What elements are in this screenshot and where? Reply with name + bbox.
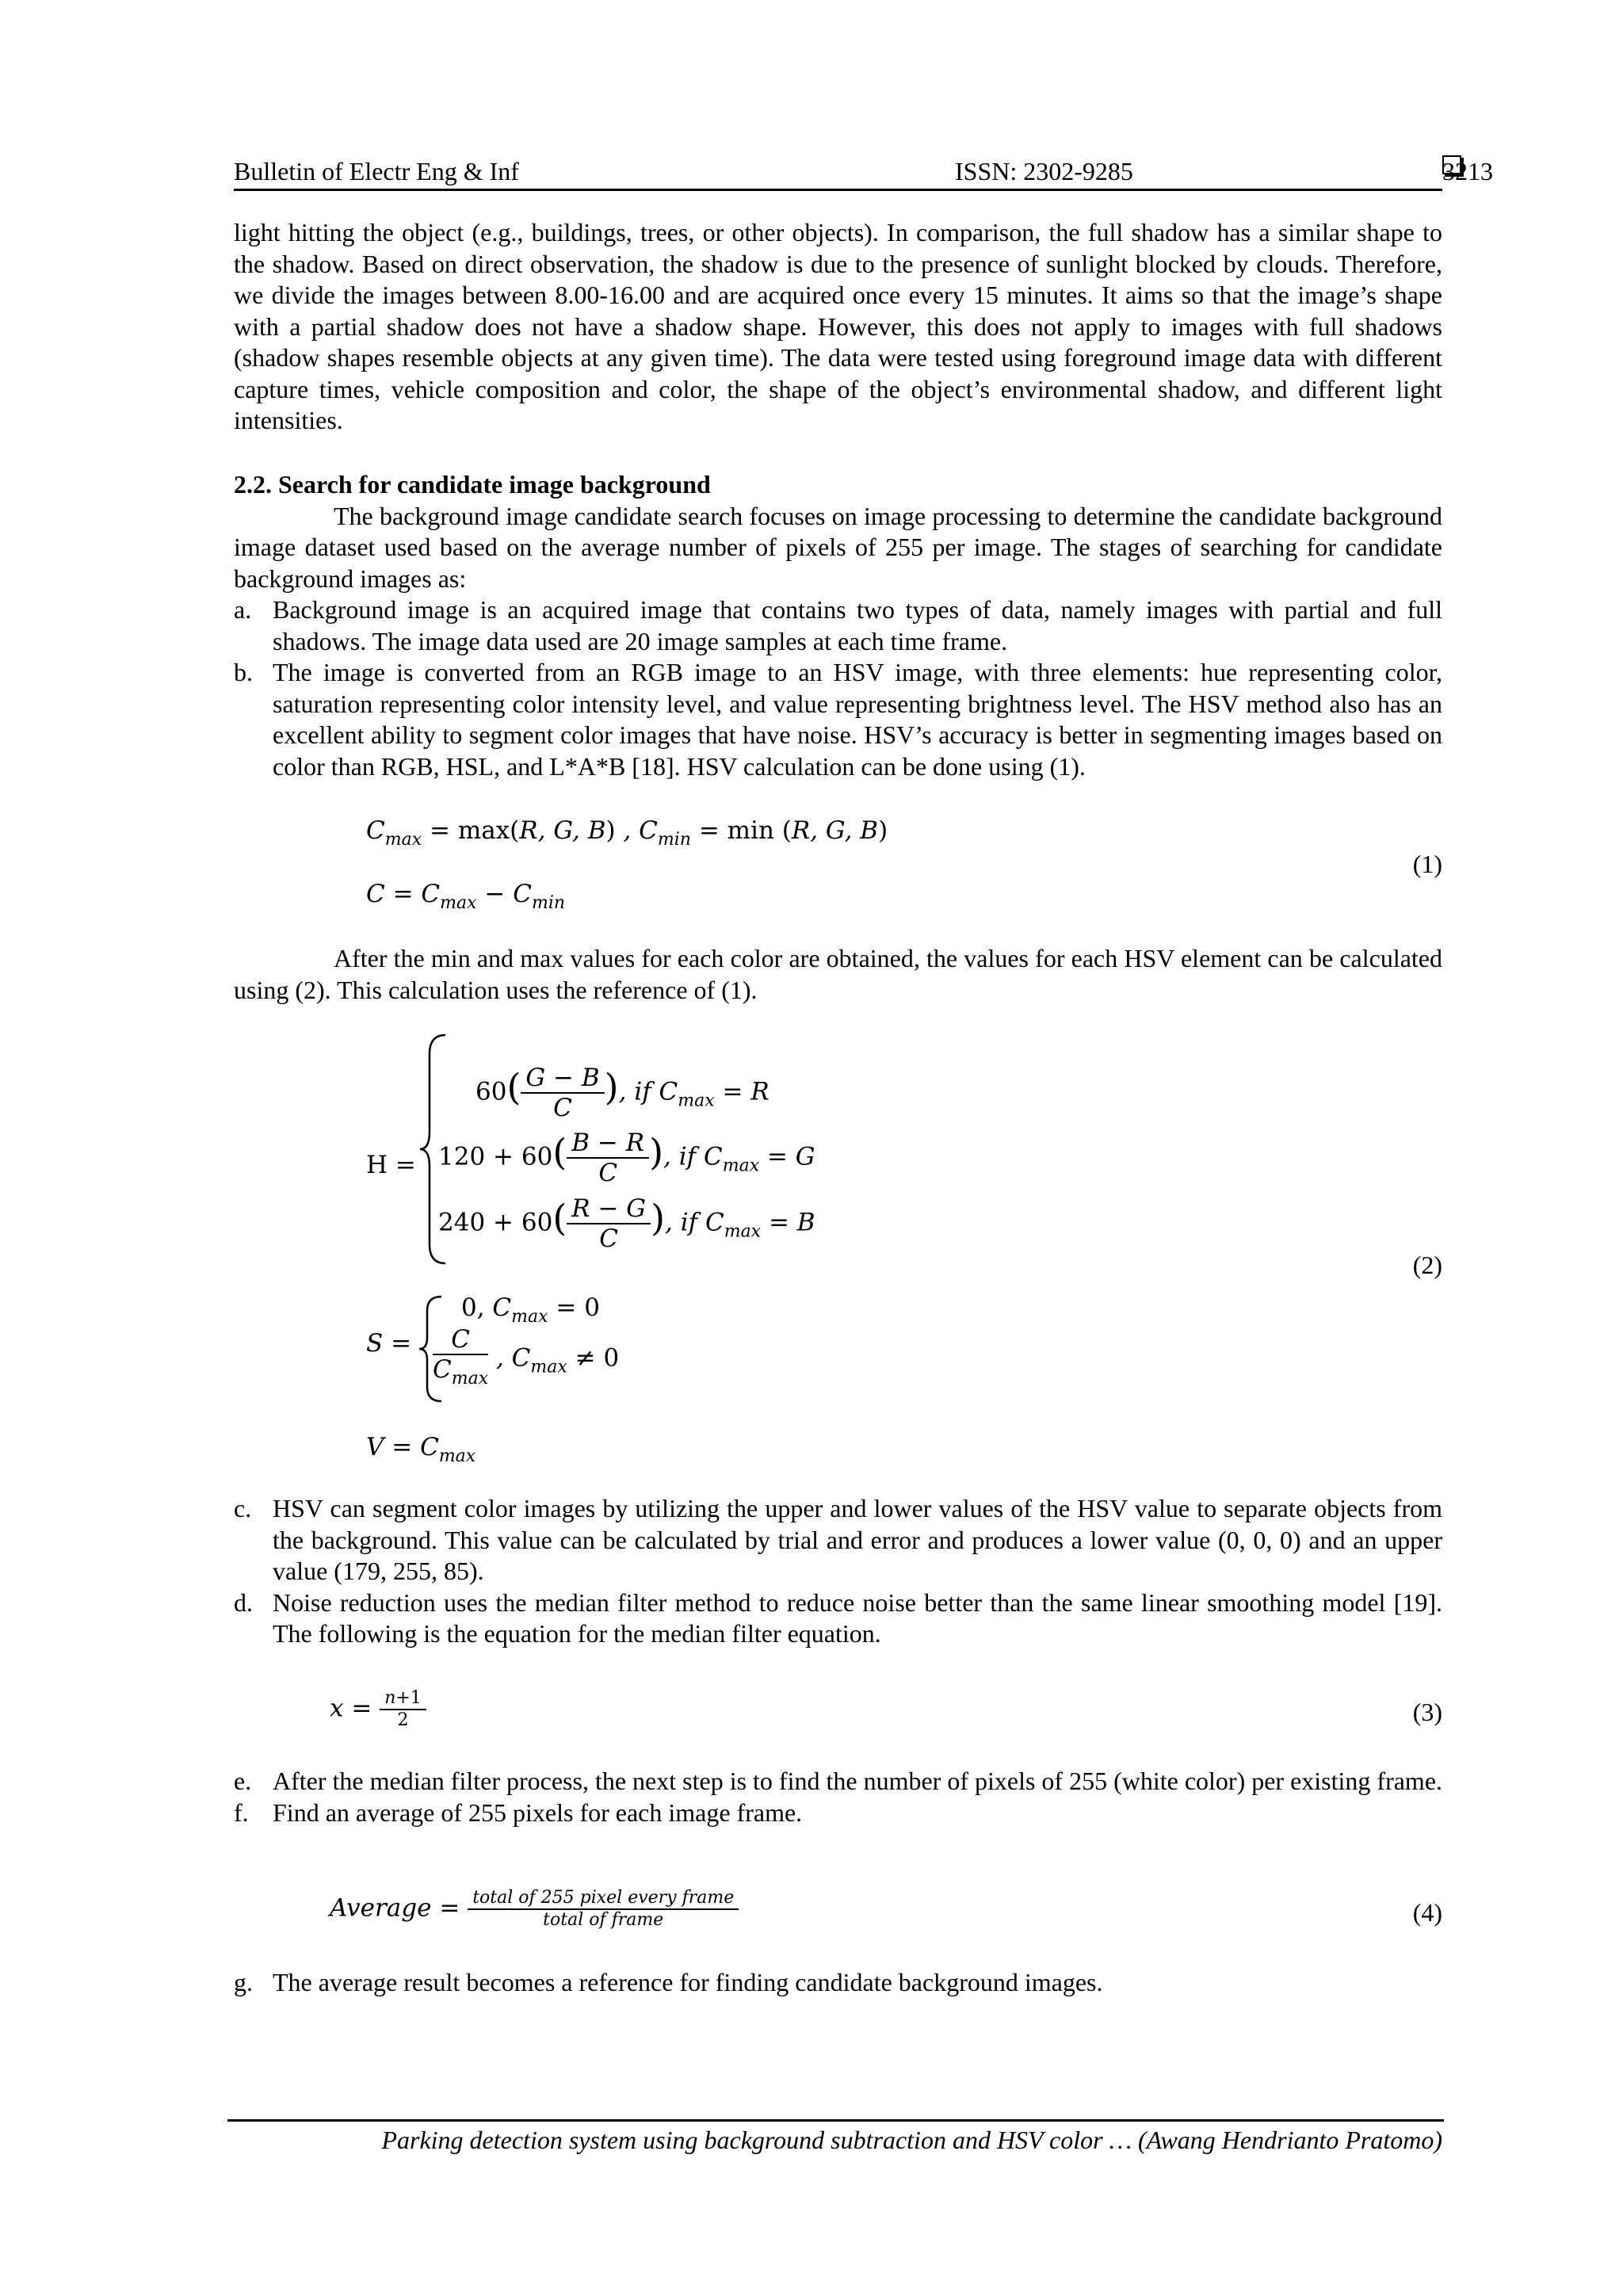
equation-4-number: (4): [1412, 1898, 1442, 1927]
list-e-f-block: [234, 1766, 1442, 1828]
list-item: g. The average result becomes a reference for finding candidate background images.: [234, 1968, 1103, 1996]
equation-2-v: $V = C_{max}$: [366, 1433, 476, 1466]
running-footer: Parking detection system using background subtraction and HSV color … (Awang Hendrianto Pratomo): [381, 2126, 1442, 2154]
equation-2-s-case2: $\frac{C}{C_{max}}$ , $C_{max} \ne 0$: [433, 1325, 620, 1389]
issn: ISSN: 2302-9285: [955, 157, 1133, 185]
after-eq1-block: [234, 943, 1442, 1006]
list-item: d. Noise reduction uses the median filter method to reduce noise better than the same linear smoothing model [19]. The following is the equation for the median filter equation.: [234, 1587, 1442, 1648]
journal-name: Bulletin of Electr Eng & Inf: [234, 157, 519, 185]
section-paragraph: The background image candidate search focuses on image processing to determine the candidate background image dataset used based on the average number of pixels of 255 per image. The stages of searching for candidate background images as:: [234, 501, 1442, 593]
equation-1-number: (1): [1412, 850, 1442, 878]
equation-3: x = $\frac{n+1}{2}$: [330, 1688, 426, 1731]
equation-1-line1: $C_{max} = \max(R$, G, B) , $C_{min} = \min (R$, G, B): [366, 816, 888, 850]
list-g-block: [234, 1967, 1442, 1999]
equation-2-h-case2: 120 + 60( $\frac{B - R}{C}$ ), if $C_{max} = G$: [438, 1129, 815, 1187]
equation-2-s-label: S =: [366, 1329, 412, 1358]
section-2-2: [234, 469, 1442, 782]
equation-3-number: (3): [1412, 1698, 1442, 1726]
list-item: a. Background image is an acquired image that contains two types of data, namely images with partial and full shadows. The image data used are 20 image samples at each time frame.: [234, 595, 1442, 655]
list-item: f. Find an average of 255 pixels for each image frame.: [234, 1797, 803, 1827]
equation-1-line2: $C = C_{max} - C_{min}$: [366, 880, 566, 913]
list-item: c. HSV can segment color images by utilizing the upper and lower values of the HSV value to separate objects from the background. This value can be calculated by trial and error and produces a lower value (0, 0, 0) and an upper value (179, 255, 85).: [234, 1494, 1442, 1585]
intro-paragraph: light hitting the object (e.g., buildings, trees, or other objects). In comparison, the full shadow has a similar shape to the shadow. Based on direct observation, the shadow is due to the presence of sunlight blocked by clouds. Therefore, we divide the images between 8.00-16.00 and are acquired once every 15 minutes. It aims so that the image’s shape with a partial shadow does not have a shadow shape. However, this does not apply to images with full shadows (shadow shapes resemble objects at any given time). The data were tested using foreground image data with different capture times, vehicle composition and color, the shape of the object’s environmental shadow, and different light intensities.: [234, 218, 1442, 434]
running-header: Bulletin of Electr Eng & Inf ISSN: 2302-9285 3213: [234, 155, 1442, 191]
list-item: e. After the median filter process, the next step is to find the number of pixels of 255 (white color) per existing frame.: [234, 1767, 1443, 1795]
intro-block: [234, 217, 1442, 437]
equation-2-h-label: H =: [366, 1151, 416, 1179]
footer-rule: [227, 2119, 1444, 2122]
equation-2-number: (2): [1412, 1251, 1442, 1279]
after-eq1-paragraph: After the min and max values for each color are obtained, the values for each HSV element can be calculated using (2). This calculation uses the reference of (1).: [234, 944, 1442, 1004]
equation-2-s-case1: 0, $C_{max} = 0$: [461, 1293, 600, 1327]
list-c-d-block: [234, 1493, 1442, 1650]
section-heading: 2.2. Search for candidate image background: [234, 470, 711, 499]
list-item: b. The image is converted from an RGB image to an HSV image, with three elements: hue representing color, saturation representing color intensity level, and value representing brightness level. The HSV method also has an excellent ability to segment color images that have noise. HSV’s accuracy is better in segmenting images based on color than RGB, HSL, and L*A*B [18]. HSV calculation can be done using (1).: [234, 658, 1442, 781]
equation-2-h-case3: 240 + 60( $\frac{R - G}{C}$ ), if $C_{max} = B$: [438, 1194, 815, 1253]
equation-2-h-case1: 60( $\frac{G - B}{C}$ ), if $C_{max} = R$: [475, 1064, 769, 1122]
equation-4: Average = $\frac{\text{total of 255 pixel every frame}}{\text{total of frame}}$: [330, 1888, 739, 1931]
